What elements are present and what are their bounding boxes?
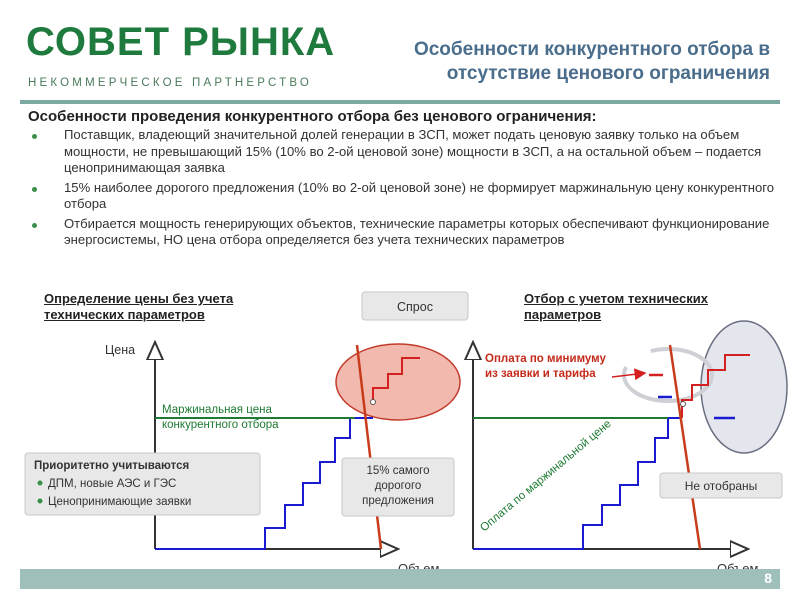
left-y-axis-label: Цена bbox=[105, 343, 136, 357]
priority-bullet-icon bbox=[38, 499, 43, 504]
expensive-offer-line-2: дорогого bbox=[374, 480, 422, 492]
payment-marginal-label: Оплата по маржинальной цене bbox=[478, 417, 614, 535]
priority-item: Ценопринимающие заявки bbox=[48, 496, 192, 508]
priority-title: Приоритетно учитываются bbox=[34, 460, 190, 472]
logo-wordmark: СОВЕТ РЫНКА bbox=[26, 20, 336, 64]
bullet-text: Отбирается мощность генерирующих объектов, технические параметры которых обеспечивают функционирование энергосистемы, НО цена отбора определяется без учета технических параметров bbox=[64, 215, 770, 247]
priority-callout bbox=[25, 453, 260, 515]
payment-min-label-line-2: из заявки и тарифа bbox=[485, 368, 596, 380]
not-selected-label: Не отобраны bbox=[684, 479, 758, 493]
right-curved-arrow bbox=[624, 349, 712, 401]
priority-item: ДПМ, новые АЭС и ГЭС bbox=[48, 478, 177, 490]
marginal-price-label-line-2: конкурентного отбора bbox=[162, 419, 279, 431]
expensive-offer-line-3: предложения bbox=[362, 495, 434, 507]
bullet-text: Поставщик, владеющий значительной долей генерации в ЗСП, может подать ценовую заявку только на объем мощности, не превышающий 15% (10% во 2-ой ценовой зоне) мощности в ЗСП, а на остальной объем – подается ценопринимающая заявка bbox=[64, 127, 762, 175]
right-highlight-ellipse bbox=[701, 321, 787, 453]
left-panel-title-line-1: Определение цены без учета bbox=[44, 291, 234, 306]
right-intersection-marker bbox=[681, 402, 686, 407]
page-title-line-1: Особенности конкурентного отбора в bbox=[413, 39, 770, 60]
bullet-text: 15% наиболее дорогого предложения (10% во 2-ой ценовой зоне) не формирует маржинальную цену конкурентного отбора bbox=[64, 179, 775, 211]
expensive-offer-line-1: 15% самого bbox=[366, 465, 430, 477]
right-demand-line bbox=[670, 345, 700, 549]
marginal-price-label-line-1: Маржинальная цена bbox=[162, 404, 272, 416]
demand-label: Спрос bbox=[397, 300, 433, 314]
logo-subtitle: НЕКОММЕРЧЕСКОЕ ПАРТНЕРСТВО bbox=[28, 77, 313, 89]
left-intersection-marker bbox=[371, 400, 376, 405]
section-subtitle: Особенности проведения конкурентного отбора без ценового ограничения: bbox=[28, 108, 597, 125]
right-supply-steps-blue bbox=[473, 418, 682, 549]
payment-min-label-line-1: Оплата по минимуму bbox=[485, 353, 606, 365]
page-number: 8 bbox=[764, 570, 772, 586]
expensive-offer-callout bbox=[342, 458, 454, 516]
demand-callout bbox=[362, 292, 468, 320]
payment-min-arrow bbox=[612, 373, 645, 377]
left-panel-title-line-2: технических параметров bbox=[44, 307, 205, 322]
left-highlight-ellipse bbox=[336, 344, 460, 420]
footer-bar bbox=[20, 569, 780, 589]
not-selected-callout bbox=[660, 473, 782, 498]
right-panel-title-line-1: Отбор с учетом технических bbox=[524, 291, 708, 306]
page-title-line-2: отсутствие ценового ограничения bbox=[446, 63, 770, 84]
right-panel-title-line-2: параметров bbox=[524, 307, 602, 322]
priority-bullet-icon bbox=[38, 481, 43, 486]
